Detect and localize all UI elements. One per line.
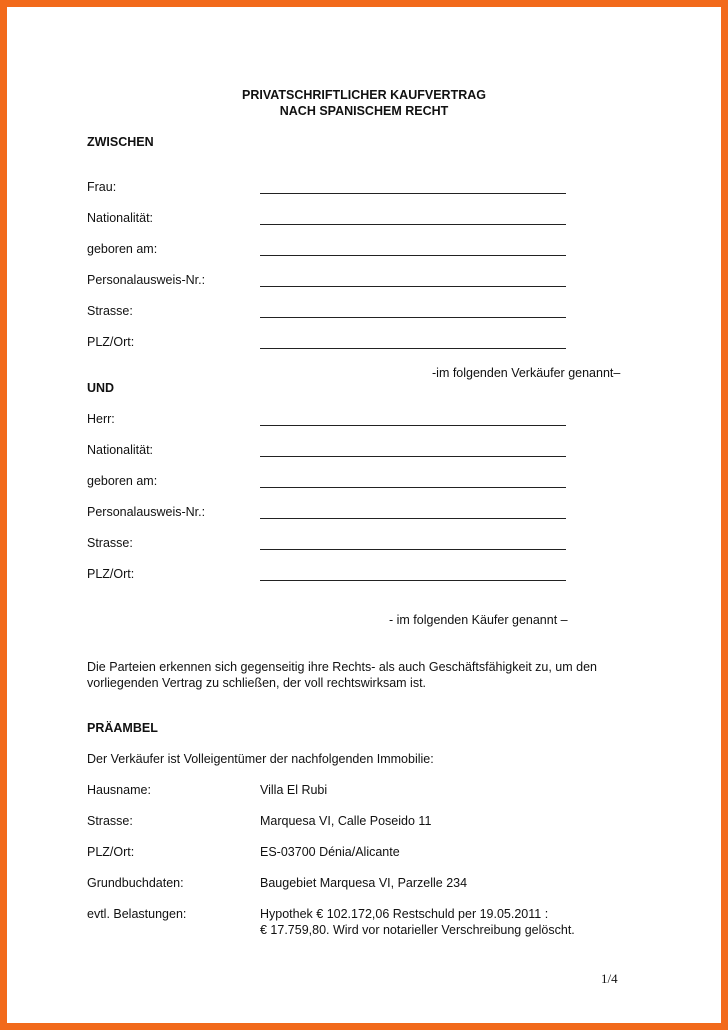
- buyer-designation-note: - im folgenden Käufer genannt –: [389, 613, 568, 627]
- document-title-line2: NACH SPANISCHEM RECHT: [279, 104, 449, 118]
- seller-field-label: Frau:: [87, 180, 117, 194]
- capacity-paragraph: Die Parteien erkennen sich gegenseitig ihre Rechts- als auch Geschäftsfähigkeit zu, um den vorliegenden Vertrag zu schließen, der voll rechtswirksam ist.: [87, 660, 598, 690]
- document-page: [7, 7, 721, 1023]
- seller-field-blank[interactable]: [260, 348, 566, 349]
- property-label: Grundbuchdaten:: [87, 876, 184, 890]
- buyer-field-label: Strasse:: [87, 536, 133, 550]
- seller-field-blank[interactable]: [260, 224, 566, 225]
- buyer-field-label: PLZ/Ort:: [87, 567, 135, 581]
- property-label: Strasse:: [87, 814, 133, 828]
- buyer-field-blank[interactable]: [260, 456, 566, 457]
- seller-field-blank[interactable]: [260, 193, 566, 194]
- seller-designation-note: -im folgenden Verkäufer genannt–: [432, 366, 621, 380]
- property-value: Marquesa VI, Calle Poseido 11: [260, 814, 432, 828]
- property-label: evtl. Belastungen:: [87, 907, 187, 921]
- property-value: ES-03700 Dénia/Alicante: [260, 845, 400, 859]
- seller-field-label: geboren am:: [87, 242, 158, 256]
- property-value: Hypothek € 102.172,06 Restschuld per 19.05.2011 :: [260, 907, 549, 921]
- buyer-field-blank[interactable]: [260, 425, 566, 426]
- property-value-continued: € 17.759,80. Wird vor notarieller Verschreibung gelöscht.: [260, 923, 575, 937]
- seller-field-blank[interactable]: [260, 286, 566, 287]
- buyer-field-label: geboren am:: [87, 474, 158, 488]
- seller-field-blank[interactable]: [260, 317, 566, 318]
- property-value: Villa El Rubi: [260, 783, 328, 797]
- seller-field-blank[interactable]: [260, 255, 566, 256]
- property-label: PLZ/Ort:: [87, 845, 135, 859]
- property-value: Baugebiet Marquesa VI, Parzelle 234: [260, 876, 468, 890]
- buyer-field-blank[interactable]: [260, 580, 566, 581]
- document-title-line1: PRIVATSCHRIFTLICHER KAUFVERTRAG: [242, 88, 486, 102]
- buyer-field-label: Herr:: [87, 412, 115, 426]
- buyer-field-blank[interactable]: [260, 518, 566, 519]
- buyer-field-blank[interactable]: [260, 549, 566, 550]
- preamble-intro: Der Verkäufer ist Volleigentümer der nachfolgenden Immobilie:: [87, 752, 434, 766]
- property-label: Hausname:: [87, 783, 151, 797]
- preamble-heading: PRÄAMBEL: [87, 721, 158, 735]
- seller-field-label: Nationalität:: [87, 211, 154, 225]
- seller-field-label: Personalausweis-Nr.:: [87, 273, 206, 287]
- seller-field-label: Strasse:: [87, 304, 133, 318]
- buyer-field-label: Personalausweis-Nr.:: [87, 505, 206, 519]
- page-number: 1/4: [601, 971, 618, 986]
- buyer-field-blank[interactable]: [260, 487, 566, 488]
- section-heading-and: UND: [87, 381, 115, 395]
- section-heading-between: ZWISCHEN: [87, 135, 154, 149]
- buyer-field-label: Nationalität:: [87, 443, 154, 457]
- seller-field-label: PLZ/Ort:: [87, 335, 135, 349]
